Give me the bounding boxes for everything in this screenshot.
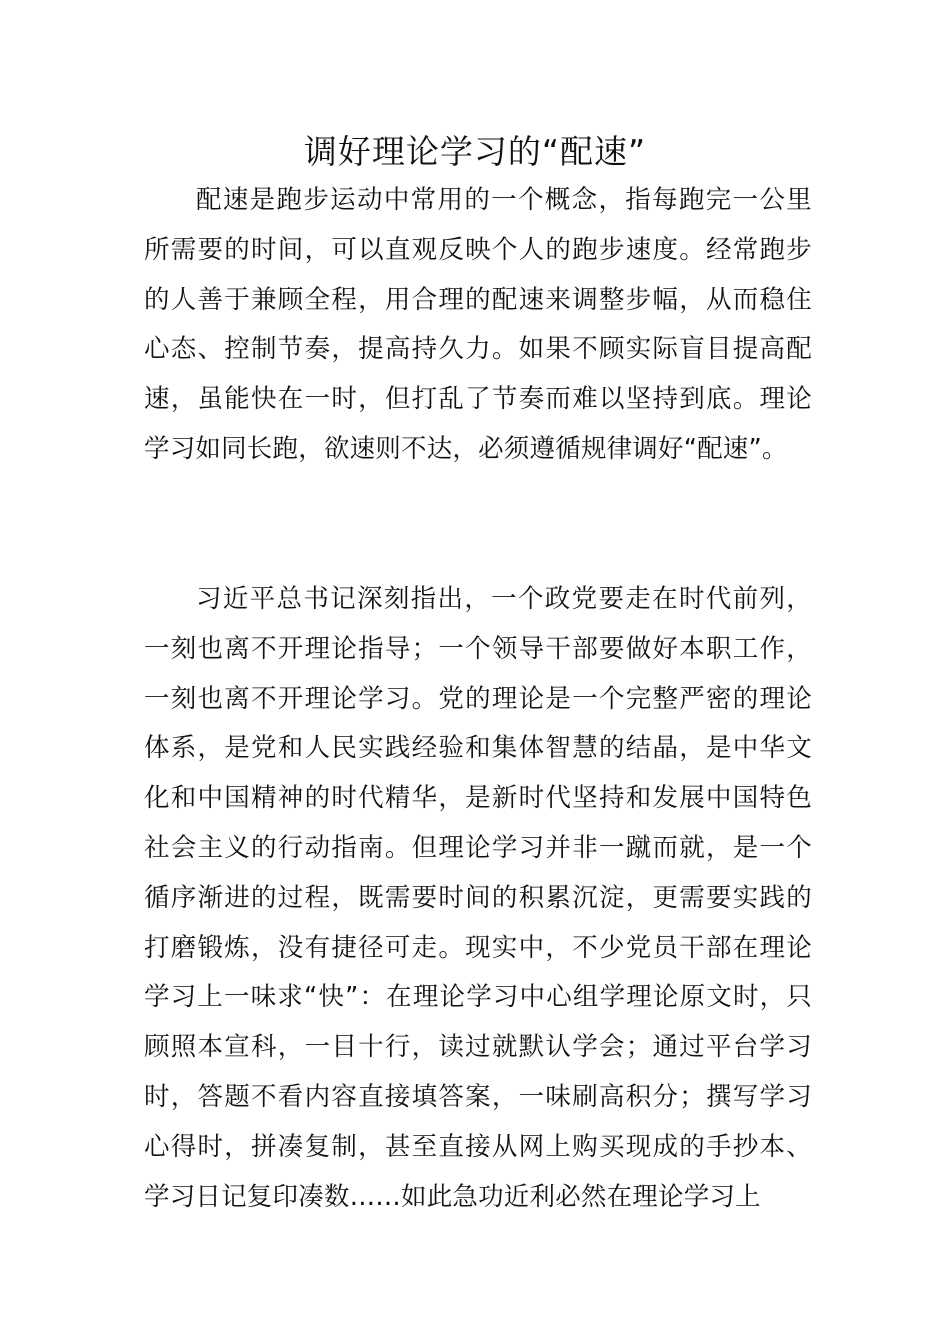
paragraph-1: 配速是跑步运动中常用的一个概念，指每跑完一公里所需要的时间，可以直观反映个人的跑步速度。经常跑步的人善于兼顾全程，用合理的配速来调整步幅，从而稳住心态、控制节奏，提高持久力。如果不顾实际盲目提高配速，虽能快在一时，但打乱了节奏而难以坚持到底。理论学习如同长跑，欲速则不达，必须遵循规律调好“配速”。 — [144, 185, 812, 464]
paragraph-2: 习近平总书记深刻指出，一个政党要走在时代前列，一刻也离不开理论指导；一个领导干部要做好本职工作，一刻也离不开理论学习。党的理论是一个完整严密的理论体系，是党和人民实践经验和集体智慧的结晶，是中华文化和中国精神的时代精华，是新时代坚持和发展中国特色社会主义的行动指南。但理论学习并非一蹴而就，是一个循序渐进的过程，既需要时间的积累沉淀，更需要实践的打磨锻炼，没有捷径可走。现实中，不少党员干部在理论学习上一味求“快”：在理论学习中心组学理论原文时，只顾照本宣科，一目十行，读过就默认学会；通过平台学习时，答题不看内容直接填答案，一味刷高积分；撰写学习心得时，拼凑复制，甚至直接从网上购买现成的手抄本、学习日记复印凑数……如此急功近利必然在理论学习上 — [144, 584, 812, 1212]
document-title: 调好理论学习的“配速” — [303, 132, 647, 171]
